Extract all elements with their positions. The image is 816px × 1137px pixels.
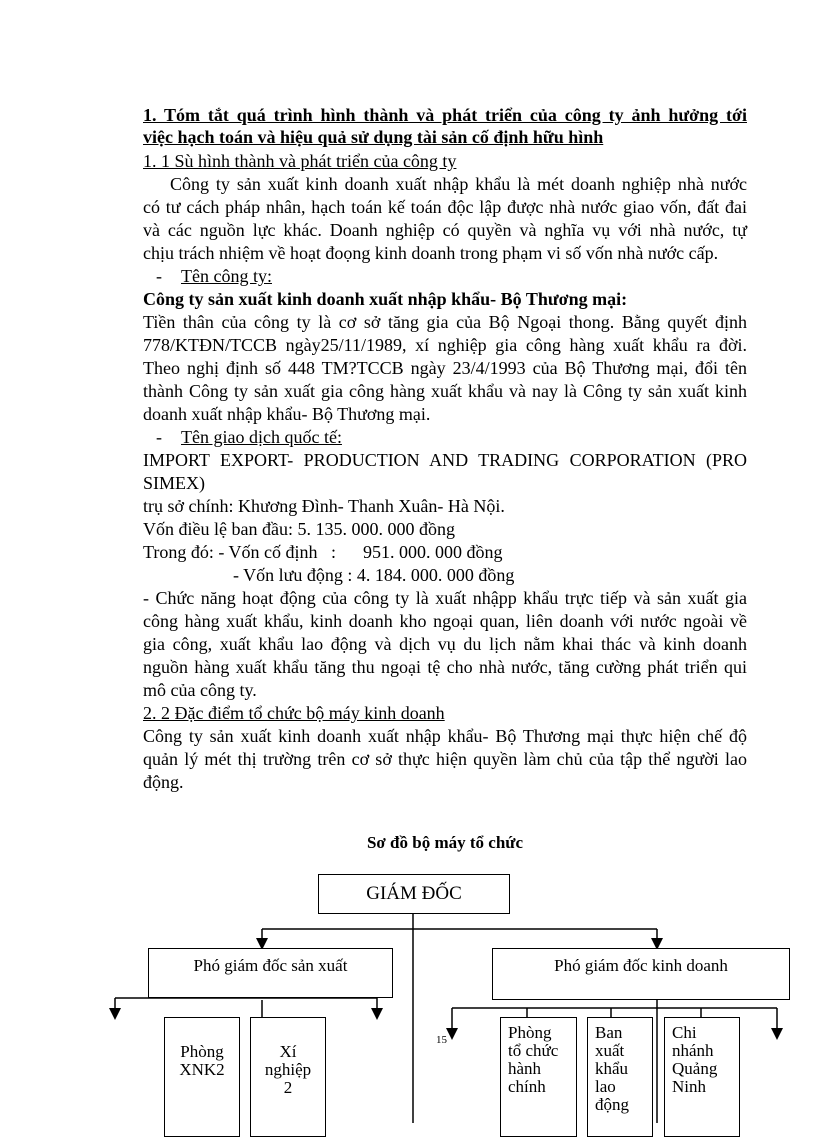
company-name: Công ty sản xuất kinh doanh xuất nhập khẩu- Bộ Thương mại: xyxy=(143,289,628,309)
paragraph-line: có tư cách pháp nhân, hạch toán kế toán độc lập được nhà nước giao vốn, đất đai xyxy=(143,197,747,217)
paragraph-line: Công ty sản xuất kinh doanh xuất nhập khẩu- Bộ Thương mại thực hiện chế độ xyxy=(143,726,747,746)
unit-label-line: nghiệp xyxy=(264,1060,312,1079)
fixed-capital: Trong đó: - Vốn cố định : 951. 000. 000 đồng xyxy=(143,542,503,562)
unit-label-line: lao xyxy=(595,1077,616,1096)
paragraph-line: Công ty sản xuất kinh doanh xuất nhập khẩu là mét doanh nghiệp nhà nước xyxy=(170,174,747,194)
unit-label-line: Chi xyxy=(672,1023,697,1042)
unit-label-line: xuất xyxy=(595,1041,625,1060)
working-capital: - Vốn lưu động : 4. 184. 000. 000 đồng xyxy=(233,565,515,585)
unit-label-line: Phòng xyxy=(508,1023,552,1042)
bullet-dash: - xyxy=(156,266,162,286)
functions-line: - Chức năng hoạt động của công ty là xuất nhậpp khẩu trực tiếp và sản xuất gia xyxy=(143,588,747,608)
history-line: 778/KTĐN/TCCB ngày25/11/1989, xí nghiệp gia công hàng xuất khẩu ra đời. xyxy=(143,335,747,355)
unit-label-line: chính xyxy=(508,1077,546,1096)
page-number: 15 xyxy=(436,1034,447,1046)
unit-label-line: nhánh xyxy=(672,1041,714,1060)
intl-name-line: SIMEX) xyxy=(143,473,205,493)
heading-line-2: việc hạch toán và hiệu quả sử dụng tài sản cố định hữu hình xyxy=(143,127,604,147)
unit-label-line: hành xyxy=(508,1059,542,1078)
history-line: thành Công ty sản xuất gia công hàng xuất khẩu và nay là Công ty sản xuất kinh xyxy=(143,381,747,401)
unit-label-line: động xyxy=(595,1095,629,1114)
paragraph-line: quản lý mét thị trường trên cơ sở thực hiện quyền làm chủ của tập thể người lao xyxy=(143,749,747,769)
company-name-label: Tên công ty: xyxy=(181,266,272,286)
functions-line: mô của công ty. xyxy=(143,680,257,700)
paragraph-line: động. xyxy=(143,772,184,792)
unit-label-line: Ban xyxy=(595,1023,623,1042)
unit-label-line: Ninh xyxy=(672,1077,706,1096)
unit-label-line: Quảng xyxy=(672,1059,718,1078)
history-line: doanh xuất nhập khẩu- Bộ Thương mại. xyxy=(143,404,431,424)
unit-label-line: Phòng xyxy=(180,1042,224,1061)
intl-name-label: Tên giao dịch quốc tế: xyxy=(181,427,342,447)
unit-label-line: Xí xyxy=(279,1042,297,1061)
section-2-2-title: 2. 2 Đặc điểm tổ chức bộ máy kinh doanh xyxy=(143,703,445,723)
history-line: Tiền thân của công ty là cơ sở tăng gia của Bộ Ngoại thong. Bằng quyết định xyxy=(143,312,747,332)
deputy-production-label: Phó giám đốc sản xuất xyxy=(193,956,348,975)
headquarters: trụ sở chính: Khương Đình- Thanh Xuân- Hà Nội. xyxy=(143,496,505,516)
org-chart-title: Sơ đồ bộ máy tổ chức xyxy=(366,833,524,852)
functions-line: công hàng xuất khẩu, kinh doanh kho ngoại quan, liên doanh với nước ngoài về xyxy=(143,611,747,631)
charter-capital: Vốn điều lệ ban đầu: 5. 135. 000. 000 đồng xyxy=(143,519,455,539)
history-line: Theo nghị định số 448 TM?TCCB ngày 23/4/1993 của Bộ Thương mại, đổi tên xyxy=(143,358,747,378)
intl-name-line: IMPORT EXPORT- PRODUCTION AND TRADING CORPORATION (PRO xyxy=(143,450,747,470)
functions-line: nguồn hàng xuất khẩu tăng thu ngoại tệ cho nhà nước, tăng cường phát triển qui xyxy=(143,657,747,677)
paragraph-line: và các nguồn lực khác. Doanh nghiệp có quyền và nghĩa vụ với nhà nước, tự xyxy=(143,220,747,240)
deputy-business-label: Phó giám đốc kinh doanh xyxy=(554,956,728,975)
paragraph-line: chịu trách nhiệm về hoạt đoọng kinh doanh trong phạm vi số vốn nhà nước cấp. xyxy=(143,243,719,263)
bullet-dash: - xyxy=(156,427,162,447)
heading-line-1: 1. Tóm tắt quá trình hình thành và phát triển của công ty ảnh hưởng tới xyxy=(143,105,747,125)
unit-label-line: tổ chức xyxy=(508,1041,559,1060)
unit-label-line: khẩu xyxy=(595,1059,629,1078)
unit-label-line: XNK2 xyxy=(179,1060,225,1079)
unit-label-line: 2 xyxy=(283,1078,293,1097)
functions-line: gia công, xuất khẩu lao động và dịch vụ du lịch nằm khai thác và kinh doanh xyxy=(143,634,747,654)
director-label: GIÁM ĐỐC xyxy=(366,883,462,904)
section-1-1-title: 1. 1 Sù hình thành và phát triển của công ty xyxy=(143,151,457,171)
